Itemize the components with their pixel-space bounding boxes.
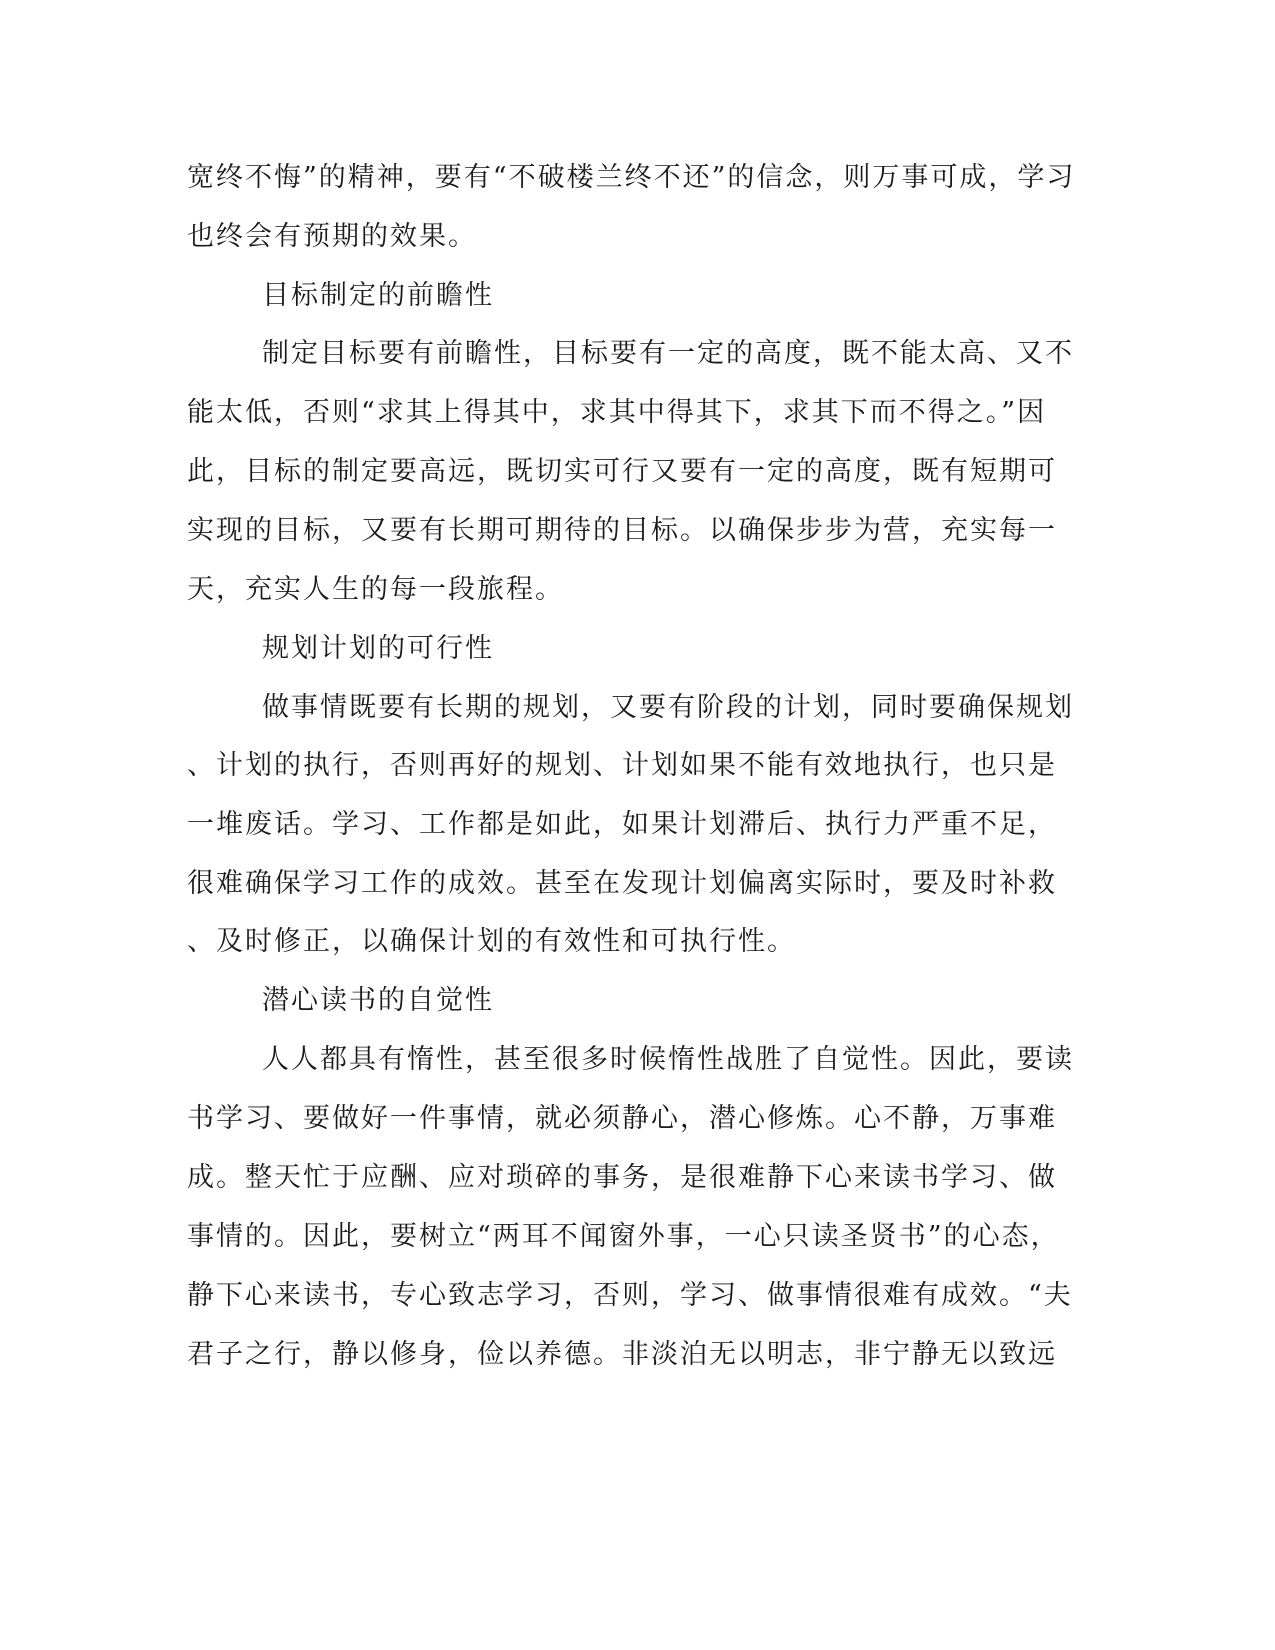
body-text-line: 静下心来读书，专心致志学习，否则，学习、做事情很难有成效。“夫 [187, 1280, 1073, 1311]
body-text-line: 书学习、要做好一件事情，就必须静心，潜心修炼。心不静，万事难 [187, 1103, 1057, 1134]
body-text-line: 君子之行，静以修身，俭以养德。非淡泊无以明志，非宁静无以致远 [187, 1339, 1057, 1370]
body-text-line: 制定目标要有前瞻性，目标要有一定的高度，既不能太高、又不 [262, 338, 1074, 369]
body-text-line: 天，充实人生的每一段旅程。 [187, 574, 564, 605]
body-text-line: 事情的。因此，要树立“两耳不闻窗外事，一心只读圣贤书”的心态， [187, 1221, 1060, 1252]
body-text-line: 人人都具有惰性，甚至很多时候惰性战胜了自觉性。因此，要读 [262, 1044, 1074, 1075]
body-text-line: 成。整天忙于应酬、应对琐碎的事务，是很难静下心来读书学习、做 [187, 1162, 1057, 1193]
body-text-line: 宽终不悔”的精神，要有“不破楼兰终不还”的信念，则万事可成，学习 [187, 162, 1076, 193]
body-text-line: 实现的目标，又要有长期可期待的目标。以确保步步为营，充实每一 [187, 515, 1057, 546]
body-text-line: 、及时修正，以确保计划的有效性和可执行性。 [187, 926, 796, 957]
section-heading: 规划计划的可行性 [262, 633, 494, 664]
body-text-line: 一堆废话。学习、工作都是如此，如果计划滞后、执行力严重不足， [187, 809, 1057, 840]
body-text-line: 也终会有预期的效果。 [187, 221, 477, 252]
section-heading: 潜心读书的自觉性 [262, 985, 494, 1016]
body-text-line: 此，目标的制定要高远，既切实可行又要有一定的高度，既有短期可 [187, 456, 1057, 487]
body-text-line: 很难确保学习工作的成效。甚至在发现计划偏离实际时，要及时补救 [187, 868, 1057, 899]
body-text-line: 、计划的执行，否则再好的规划、计划如果不能有效地执行，也只是 [187, 750, 1057, 781]
section-heading: 目标制定的前瞻性 [262, 280, 494, 311]
body-text-line: 做事情既要有长期的规划，又要有阶段的计划，同时要确保规划 [262, 692, 1074, 723]
body-text-line: 能太低，否则“求其上得其中，求其中得其下，求其下而不得之。”因 [187, 397, 1047, 428]
